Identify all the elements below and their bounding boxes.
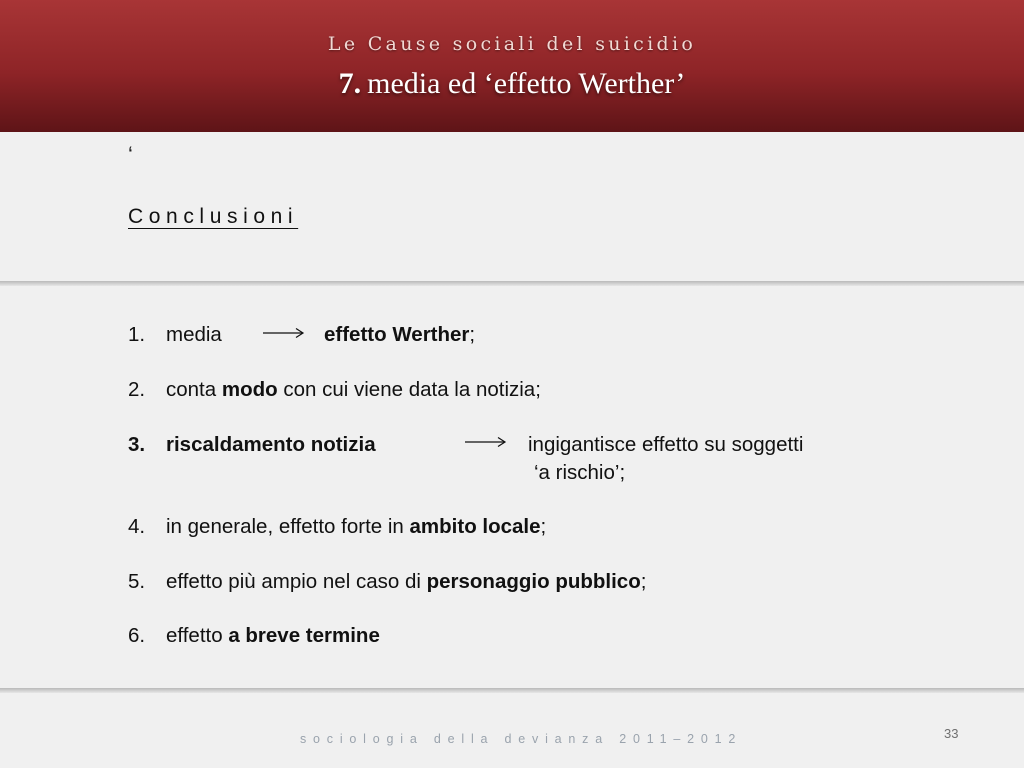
item-text: conta — [166, 378, 222, 401]
conclusion-item-3 — [128, 431, 376, 459]
item-number: 1. — [128, 323, 146, 346]
title-number: 7. — [338, 67, 362, 100]
conclusion-item-2 — [128, 376, 541, 404]
item-bold-text: ambito locale — [409, 515, 541, 538]
item-bold-text: personaggio pubblico — [426, 570, 641, 593]
conclusion-item-5 — [128, 568, 646, 596]
conclusion-item-3-result: ingigantisce effetto su soggetti — [528, 433, 804, 456]
divider-band-top — [0, 281, 1024, 286]
page-number: 33 — [944, 726, 959, 741]
section-heading: Conclusioni — [128, 205, 299, 228]
item-number: 4. — [128, 515, 146, 538]
item-bold-text: modo — [221, 378, 278, 401]
slide-title — [0, 67, 1024, 101]
item-text-suffix: ; — [640, 570, 647, 593]
divider-band-bottom — [0, 688, 1024, 693]
title-text: media ed ‘effetto Werther’ — [367, 67, 686, 100]
item-bold-text: a breve termine — [228, 624, 380, 647]
item-bold-text: effetto Werther — [324, 323, 470, 346]
item-number: 6. — [128, 624, 146, 647]
item-text: in generale, effetto forte in — [166, 515, 410, 538]
slide-subtitle: Le Cause sociali del suicidio — [327, 33, 697, 55]
item-text: media — [166, 323, 222, 346]
item-number: 5. — [128, 570, 146, 593]
slide-header — [0, 0, 1024, 132]
arrow-right-icon — [263, 327, 305, 339]
item-text: effetto più ampio nel caso di — [166, 570, 427, 593]
conclusion-item-3-continuation: ‘a rischio’; — [534, 461, 626, 484]
item-bold-text: riscaldamento notizia — [166, 433, 376, 456]
stray-mark: ‘ — [128, 142, 133, 167]
item-text-suffix: ; — [469, 323, 476, 346]
item-number: 2. — [128, 378, 146, 401]
arrow-right-icon — [465, 436, 507, 448]
conclusion-item-1-result — [324, 321, 475, 349]
item-text-suffix: con cui viene data la notizia; — [277, 378, 541, 401]
conclusion-item-4 — [128, 513, 546, 541]
conclusion-item-6 — [128, 622, 380, 650]
conclusion-item-1 — [128, 321, 222, 349]
item-text-suffix: ; — [540, 515, 547, 538]
item-text: effetto — [166, 624, 229, 647]
item-number: 3. — [128, 433, 146, 456]
footer-course: sociologia della devianza 2011–2012 — [300, 732, 743, 746]
